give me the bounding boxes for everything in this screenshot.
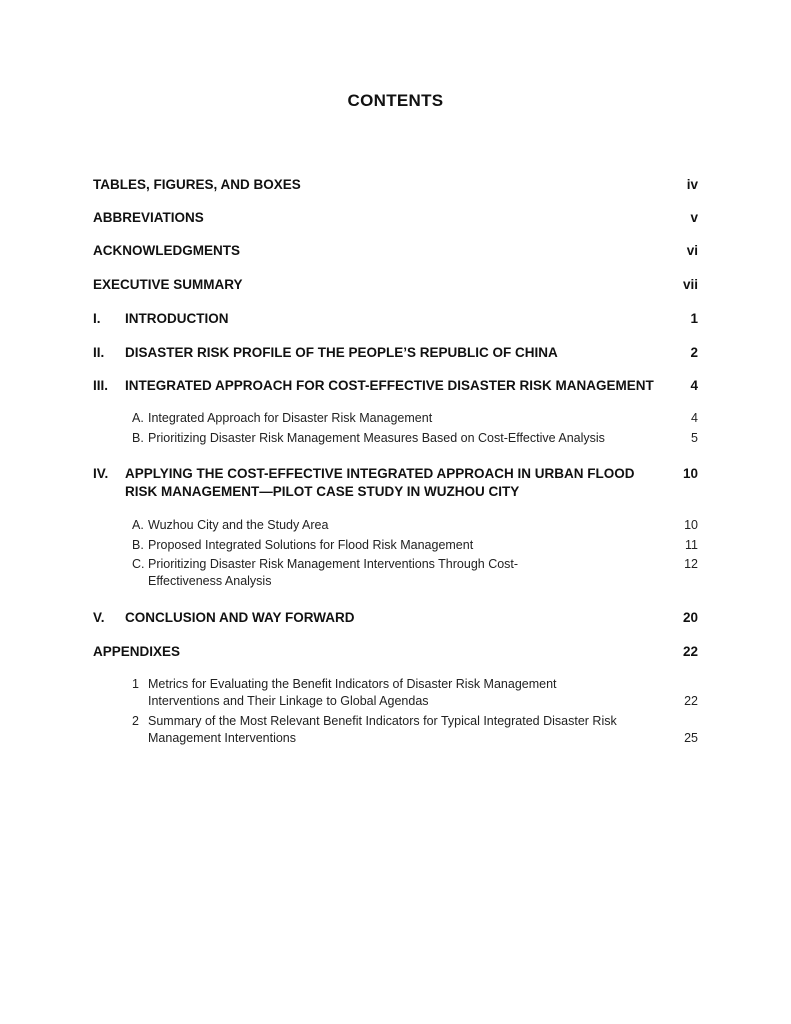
toc-chapter-4[interactable] xyxy=(93,465,698,501)
toc-entry-page: v xyxy=(690,210,698,225)
toc-section-page: 11 xyxy=(685,538,698,552)
toc-chapter-label: CONCLUSION AND WAY FORWARD xyxy=(125,610,355,625)
toc-entry-page: iv xyxy=(686,177,698,192)
toc-entry-page: vii xyxy=(682,277,698,292)
toc-section-3a[interactable] xyxy=(132,410,698,427)
toc-entry-label: ABBREVIATIONS xyxy=(93,210,204,225)
toc-section-label: Proposed Integrated Solutions for Flood Risk Management xyxy=(148,538,474,552)
toc-chapter-page: 2 xyxy=(690,345,698,360)
toc-chapter-5[interactable] xyxy=(93,609,698,627)
toc-chapter-number: I. xyxy=(93,311,101,326)
toc-appendix-page: 22 xyxy=(684,694,698,708)
toc-chapter-3[interactable] xyxy=(93,377,698,395)
toc-section-4c[interactable] xyxy=(132,556,698,590)
toc-chapter-number: V. xyxy=(93,610,105,625)
toc-section-number: B. xyxy=(132,431,144,445)
toc-section-4a[interactable] xyxy=(132,517,698,534)
toc-chapter-1[interactable] xyxy=(93,310,698,328)
toc-chapter-number: IV. xyxy=(93,466,109,481)
toc-appendix-number: 2 xyxy=(132,714,139,728)
toc-entry-label: EXECUTIVE SUMMARY xyxy=(93,277,243,292)
toc-chapter-label: DISASTER RISK PROFILE OF THE PEOPLE’S REPUBLIC OF CHINA xyxy=(125,345,558,360)
toc-section-number: B. xyxy=(132,538,144,552)
toc-chapter-page: 10 xyxy=(682,466,698,481)
toc-entry-label: APPENDIXES xyxy=(93,644,181,659)
toc-entry-appendixes[interactable] xyxy=(93,643,698,661)
toc-chapter-page: 20 xyxy=(682,610,698,625)
toc-chapter-number: II. xyxy=(93,345,105,360)
toc-section-3b[interactable] xyxy=(132,430,698,447)
toc-entry-acknowledgments[interactable] xyxy=(93,242,698,260)
toc-chapter-label: INTEGRATED APPROACH FOR COST-EFFECTIVE DISASTER RISK MANAGEMENT xyxy=(125,378,654,393)
toc-section-page: 12 xyxy=(684,557,698,571)
toc-entry-page: 22 xyxy=(682,644,698,659)
toc-appendix-page: 25 xyxy=(684,731,698,745)
toc-section-label: Wuzhou City and the Study Area xyxy=(148,518,329,532)
toc-appendix-label: Summary of the Most Relevant Benefit Indicators for Typical Integrated Disaster Risk Management Interventions xyxy=(148,714,617,745)
toc-section-page: 4 xyxy=(691,411,698,425)
toc-appendix-1[interactable] xyxy=(132,676,698,710)
toc-appendix-label: Metrics for Evaluating the Benefit Indicators of Disaster Risk Management Interventions and Their Linkage to Global Agendas xyxy=(148,677,557,708)
toc-entry-label: ACKNOWLEDGMENTS xyxy=(93,243,240,258)
toc-section-label: Prioritizing Disaster Risk Management Measures Based on Cost-Effective Analysis xyxy=(148,431,605,445)
toc-entry-page: vi xyxy=(686,243,698,258)
toc-section-label: Prioritizing Disaster Risk Management Interventions Through Cost-Effectiveness Analysis xyxy=(148,557,519,588)
toc-section-number: C. xyxy=(132,557,145,571)
toc-chapter-2[interactable] xyxy=(93,344,698,362)
toc-chapter-page: 1 xyxy=(690,311,698,326)
toc-entry-executive-summary[interactable] xyxy=(93,276,698,294)
toc-entry-label: TABLES, FIGURES, AND BOXES xyxy=(93,177,301,192)
toc-section-label: Integrated Approach for Disaster Risk Management xyxy=(148,411,433,425)
toc-section-page: 10 xyxy=(684,518,698,532)
toc-entry-tables-figures-boxes[interactable] xyxy=(93,176,698,194)
toc-entry-abbreviations[interactable] xyxy=(93,209,698,227)
page-title: CONTENTS xyxy=(347,91,444,110)
toc-chapter-label: APPLYING THE COST-EFFECTIVE INTEGRATED APPROACH IN URBAN FLOOD RISK MANAGEMENT—PILOT CASE STUDY IN WUZHOU CITY xyxy=(125,466,635,499)
toc-section-page: 5 xyxy=(691,431,698,445)
toc-appendix-2[interactable] xyxy=(132,713,698,747)
toc-chapter-page: 4 xyxy=(690,378,698,393)
toc-section-4b[interactable] xyxy=(132,537,698,554)
toc-appendix-number: 1 xyxy=(132,677,139,691)
toc-chapter-label: INTRODUCTION xyxy=(125,311,229,326)
toc-section-number: A. xyxy=(132,411,144,425)
toc-section-number: A. xyxy=(132,518,144,532)
toc-chapter-number: III. xyxy=(93,378,109,393)
